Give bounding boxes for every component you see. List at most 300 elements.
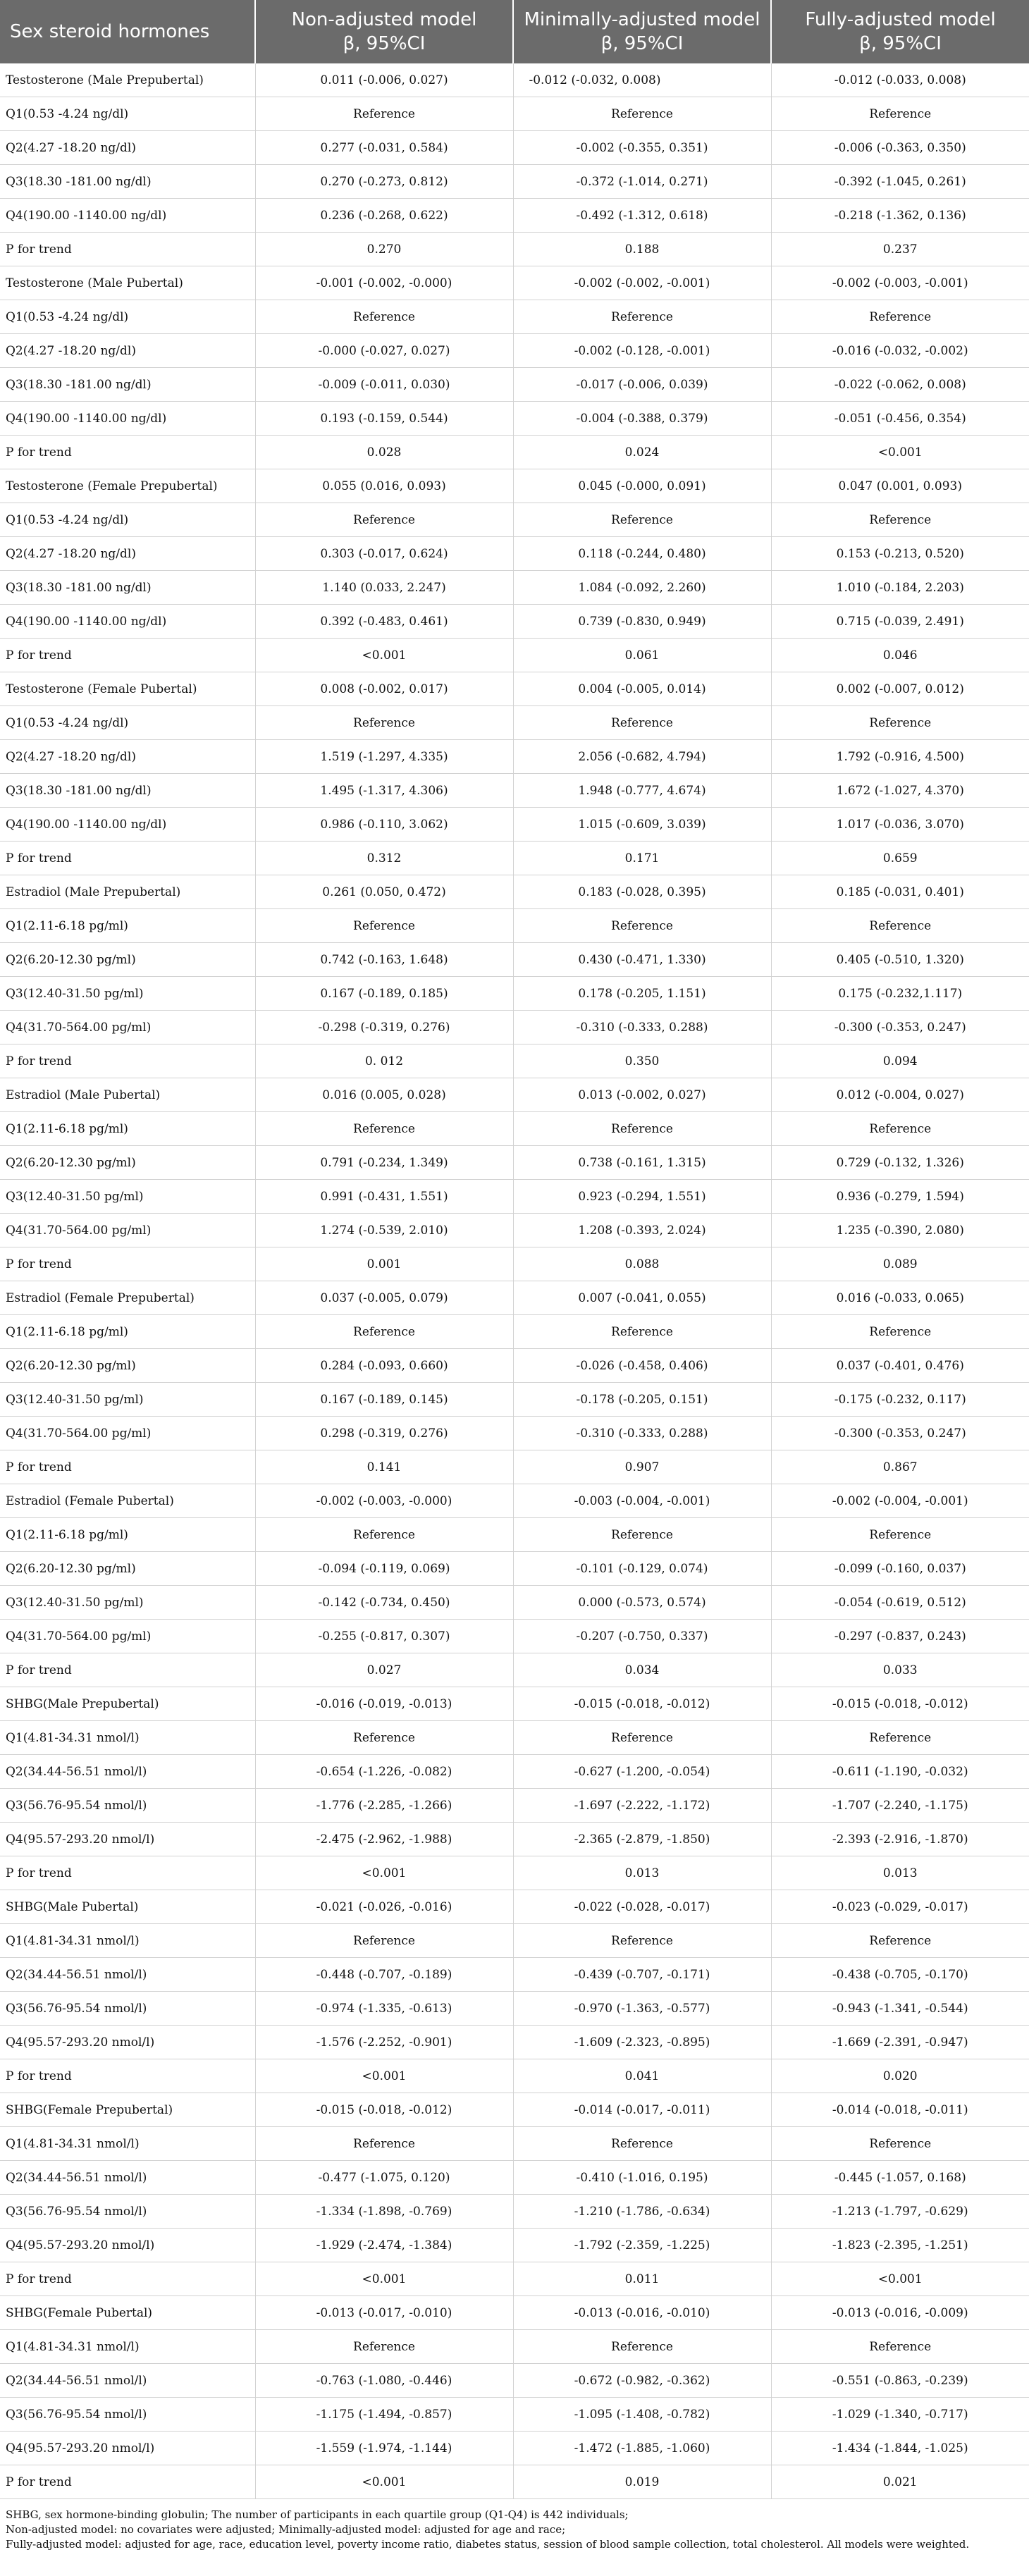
non-adjusted-value: -0.021 (-0.026, -0.016) — [255, 1890, 513, 1924]
non-adjusted-value: 0.270 (-0.273, 0.812) — [255, 165, 513, 199]
non-adjusted-value: 1.274 (-0.539, 2.010) — [255, 1214, 513, 1247]
non-adjusted-value: -1.559 (-1.974, -1.144) — [255, 2432, 513, 2465]
non-adjusted-value: 0.312 — [255, 842, 513, 875]
fully-adjusted-value: Reference — [771, 1518, 1029, 1552]
row-label: Q3(56.76-95.54 nmol/l) — [0, 2195, 255, 2229]
minimally-adjusted-value: Reference — [513, 1924, 771, 1958]
non-adjusted-value: Reference — [255, 909, 513, 943]
row-label: Q3(18.30 -181.00 ng/dl) — [0, 571, 255, 605]
row-label: Q3(56.76-95.54 nmol/l) — [0, 1992, 255, 2026]
table-row — [0, 2296, 1029, 2330]
fully-adjusted-value: -2.393 (-2.916, -1.870) — [771, 1823, 1029, 1856]
non-adjusted-value: Reference — [255, 300, 513, 334]
row-label: Q1(4.81-34.31 nmol/l) — [0, 2127, 255, 2161]
minimally-adjusted-value: -0.003 (-0.004, -0.001) — [513, 1484, 771, 1518]
non-adjusted-value: -1.334 (-1.898, -0.769) — [255, 2195, 513, 2229]
table-row — [0, 672, 1029, 706]
non-adjusted-value: 0.008 (-0.002, 0.017) — [255, 672, 513, 706]
non-adjusted-value: -0.974 (-1.335, -0.613) — [255, 1992, 513, 2026]
table-row — [0, 1552, 1029, 1586]
row-label: Q2(34.44-56.51 nmol/l) — [0, 2364, 255, 2398]
fully-adjusted-value: 0.013 — [771, 1856, 1029, 1890]
non-adjusted-value: 0.167 (-0.189, 0.145) — [255, 1383, 513, 1417]
table-row — [0, 909, 1029, 943]
row-label: Q2(34.44-56.51 nmol/l) — [0, 2161, 255, 2195]
table-header-row — [0, 0, 1029, 63]
minimally-adjusted-value: -1.609 (-2.323, -0.895) — [513, 2026, 771, 2059]
row-label: SHBG(Male Pubertal) — [0, 1890, 255, 1924]
fully-adjusted-value: -0.002 (-0.003, -0.001) — [771, 266, 1029, 300]
minimally-adjusted-value: Reference — [513, 1721, 771, 1755]
fully-adjusted-value: 0.729 (-0.132, 1.326) — [771, 1146, 1029, 1180]
minimally-adjusted-value: 0.041 — [513, 2059, 771, 2093]
row-label: P for trend — [0, 233, 255, 266]
row-label: Q2(6.20-12.30 pg/ml) — [0, 1146, 255, 1180]
row-label: Q3(12.40-31.50 pg/ml) — [0, 977, 255, 1011]
minimally-adjusted-value: 1.015 (-0.609, 3.039) — [513, 808, 771, 842]
row-label: Q1(2.11-6.18 pg/ml) — [0, 909, 255, 943]
row-label: Q3(18.30 -181.00 ng/dl) — [0, 165, 255, 199]
fully-adjusted-value: 1.017 (-0.036, 3.070) — [771, 808, 1029, 842]
fully-adjusted-value: 0.002 (-0.007, 0.012) — [771, 672, 1029, 706]
non-adjusted-value: 0.027 — [255, 1653, 513, 1687]
table-row — [0, 842, 1029, 875]
table-row — [0, 2229, 1029, 2262]
minimally-adjusted-value: 0.011 — [513, 2262, 771, 2296]
non-adjusted-value: 0.236 (-0.268, 0.622) — [255, 199, 513, 233]
row-label: SHBG(Female Pubertal) — [0, 2296, 255, 2330]
minimally-adjusted-value: Reference — [513, 1112, 771, 1146]
non-adjusted-value: 0.284 (-0.093, 0.660) — [255, 1349, 513, 1383]
fully-adjusted-value: -0.438 (-0.705, -0.170) — [771, 1958, 1029, 1992]
row-label: P for trend — [0, 842, 255, 875]
row-label: Q4(190.00 -1140.00 ng/dl) — [0, 808, 255, 842]
table-row — [0, 1653, 1029, 1687]
table-row — [0, 1721, 1029, 1755]
row-label: Q4(31.70-564.00 pg/ml) — [0, 1214, 255, 1247]
row-label: Q3(12.40-31.50 pg/ml) — [0, 1586, 255, 1620]
minimally-adjusted-value: -0.178 (-0.205, 0.151) — [513, 1383, 771, 1417]
fully-adjusted-value: 0.021 — [771, 2465, 1029, 2499]
non-adjusted-value: Reference — [255, 1721, 513, 1755]
table-row — [0, 1214, 1029, 1247]
row-label: Testosterone (Male Pubertal) — [0, 266, 255, 300]
fully-adjusted-value: 0.047 (0.001, 0.093) — [771, 469, 1029, 503]
row-label: Q1(4.81-34.31 nmol/l) — [0, 1721, 255, 1755]
row-label: P for trend — [0, 1856, 255, 1890]
non-adjusted-value: 1.519 (-1.297, 4.335) — [255, 740, 513, 774]
minimally-adjusted-value: Reference — [513, 1315, 771, 1349]
col-header-hormones: Sex steroid hormones — [0, 0, 255, 63]
minimally-adjusted-value: 0.000 (-0.573, 0.574) — [513, 1586, 771, 1620]
fully-adjusted-value: -0.002 (-0.004, -0.001) — [771, 1484, 1029, 1518]
table-row — [0, 1992, 1029, 2026]
table-row — [0, 605, 1029, 639]
col-header-fully-adjusted: Fully-adjusted model β, 95%CI — [771, 0, 1029, 63]
row-label: Testosterone (Female Prepubertal) — [0, 469, 255, 503]
table-row — [0, 537, 1029, 571]
table-row — [0, 2262, 1029, 2296]
fully-adjusted-value: 0.089 — [771, 1247, 1029, 1281]
fully-adjusted-value: -0.015 (-0.018, -0.012) — [771, 1687, 1029, 1721]
row-label: Q2(4.27 -18.20 ng/dl) — [0, 334, 255, 368]
row-label: Testosterone (Male Prepubertal) — [0, 63, 255, 97]
table-body — [0, 63, 1029, 2499]
fully-adjusted-value: -1.029 (-1.340, -0.717) — [771, 2398, 1029, 2432]
table-row — [0, 2398, 1029, 2432]
non-adjusted-value: Reference — [255, 503, 513, 537]
table-row — [0, 131, 1029, 165]
table-row — [0, 639, 1029, 672]
table-row — [0, 706, 1029, 740]
row-label: Testosterone (Female Pubertal) — [0, 672, 255, 706]
table-row — [0, 1417, 1029, 1450]
fully-adjusted-value: -0.943 (-1.341, -0.544) — [771, 1992, 1029, 2026]
non-adjusted-value: -0.000 (-0.027, 0.027) — [255, 334, 513, 368]
non-adjusted-value: -0.009 (-0.011, 0.030) — [255, 368, 513, 402]
minimally-adjusted-value: 0.004 (-0.005, 0.014) — [513, 672, 771, 706]
minimally-adjusted-value: 0.061 — [513, 639, 771, 672]
non-adjusted-value: 0.791 (-0.234, 1.349) — [255, 1146, 513, 1180]
table-row — [0, 1180, 1029, 1214]
minimally-adjusted-value: 0.013 — [513, 1856, 771, 1890]
row-label: Estradiol (Female Pubertal) — [0, 1484, 255, 1518]
non-adjusted-value: 0.193 (-0.159, 0.544) — [255, 402, 513, 436]
non-adjusted-value: -0.298 (-0.319, 0.276) — [255, 1011, 513, 1044]
row-label: Q1(4.81-34.31 nmol/l) — [0, 1924, 255, 1958]
minimally-adjusted-value: 1.948 (-0.777, 4.674) — [513, 774, 771, 808]
non-adjusted-value: -0.015 (-0.018, -0.012) — [255, 2093, 513, 2127]
fully-adjusted-value: -0.023 (-0.029, -0.017) — [771, 1890, 1029, 1924]
minimally-adjusted-value: 0.350 — [513, 1044, 771, 1078]
non-adjusted-value: -0.477 (-1.075, 0.120) — [255, 2161, 513, 2195]
row-label: Q4(31.70-564.00 pg/ml) — [0, 1417, 255, 1450]
table-row — [0, 2195, 1029, 2229]
fully-adjusted-value: -0.006 (-0.363, 0.350) — [771, 131, 1029, 165]
fully-adjusted-value: -0.022 (-0.062, 0.008) — [771, 368, 1029, 402]
non-adjusted-value: <0.001 — [255, 2465, 513, 2499]
row-label: P for trend — [0, 2262, 255, 2296]
row-label: Q4(95.57-293.20 nmol/l) — [0, 2432, 255, 2465]
row-label: Q4(95.57-293.20 nmol/l) — [0, 2026, 255, 2059]
fully-adjusted-value: 1.792 (-0.916, 4.500) — [771, 740, 1029, 774]
fully-adjusted-value: 0.659 — [771, 842, 1029, 875]
non-adjusted-value: -0.002 (-0.003, -0.000) — [255, 1484, 513, 1518]
table-row — [0, 1890, 1029, 1924]
minimally-adjusted-value: -0.015 (-0.018, -0.012) — [513, 1687, 771, 1721]
minimally-adjusted-value: 0.738 (-0.161, 1.315) — [513, 1146, 771, 1180]
col-header-non-adjusted: Non-adjusted model β, 95%CI — [255, 0, 513, 63]
table-row — [0, 97, 1029, 131]
fully-adjusted-value: 0.033 — [771, 1653, 1029, 1687]
non-adjusted-value: -1.776 (-2.285, -1.266) — [255, 1789, 513, 1823]
fully-adjusted-value: Reference — [771, 1721, 1029, 1755]
footnote-line: Fully-adjusted model: adjusted for age, race, education level, poverty income ratio, diabetes status, session of blood sample collection, total cholesterol. All models were weighted. — [6, 2538, 970, 2551]
minimally-adjusted-value: -1.792 (-2.359, -1.225) — [513, 2229, 771, 2262]
non-adjusted-value: 0.011 (-0.006, 0.027) — [255, 63, 513, 97]
row-label: Estradiol (Male Prepubertal) — [0, 875, 255, 909]
fully-adjusted-value: Reference — [771, 1112, 1029, 1146]
fully-adjusted-value: -0.051 (-0.456, 0.354) — [771, 402, 1029, 436]
row-label: Q2(34.44-56.51 nmol/l) — [0, 1755, 255, 1789]
table-row — [0, 2093, 1029, 2127]
fully-adjusted-value: 0.094 — [771, 1044, 1029, 1078]
minimally-adjusted-value: -0.026 (-0.458, 0.406) — [513, 1349, 771, 1383]
non-adjusted-value: -0.016 (-0.019, -0.013) — [255, 1687, 513, 1721]
non-adjusted-value: -2.475 (-2.962, -1.988) — [255, 1823, 513, 1856]
row-label: Q1(0.53 -4.24 ng/dl) — [0, 503, 255, 537]
fully-adjusted-value: 0.012 (-0.004, 0.027) — [771, 1078, 1029, 1112]
minimally-adjusted-value: 0.019 — [513, 2465, 771, 2499]
fully-adjusted-value: -0.300 (-0.353, 0.247) — [771, 1417, 1029, 1450]
fully-adjusted-value: 0.020 — [771, 2059, 1029, 2093]
table-row — [0, 2059, 1029, 2093]
non-adjusted-value: <0.001 — [255, 2262, 513, 2296]
minimally-adjusted-value: 0.007 (-0.041, 0.055) — [513, 1281, 771, 1315]
non-adjusted-value: 1.495 (-1.317, 4.306) — [255, 774, 513, 808]
fully-adjusted-value: -1.707 (-2.240, -1.175) — [771, 1789, 1029, 1823]
row-label: Q2(6.20-12.30 pg/ml) — [0, 1552, 255, 1586]
minimally-adjusted-value: 0.907 — [513, 1450, 771, 1484]
minimally-adjusted-value: -0.207 (-0.750, 0.337) — [513, 1620, 771, 1653]
fully-adjusted-value: 0.046 — [771, 639, 1029, 672]
row-label: Q2(4.27 -18.20 ng/dl) — [0, 131, 255, 165]
fully-adjusted-value: -0.016 (-0.032, -0.002) — [771, 334, 1029, 368]
non-adjusted-value: 0.392 (-0.483, 0.461) — [255, 605, 513, 639]
fully-adjusted-value: 0.037 (-0.401, 0.476) — [771, 1349, 1029, 1383]
table-row — [0, 334, 1029, 368]
minimally-adjusted-value: 0.171 — [513, 842, 771, 875]
row-label: Q1(4.81-34.31 nmol/l) — [0, 2330, 255, 2364]
fully-adjusted-value: -0.611 (-1.190, -0.032) — [771, 1755, 1029, 1789]
non-adjusted-value: Reference — [255, 1518, 513, 1552]
minimally-adjusted-value: -0.013 (-0.016, -0.010) — [513, 2296, 771, 2330]
row-label: Q4(95.57-293.20 nmol/l) — [0, 2229, 255, 2262]
non-adjusted-value: Reference — [255, 2127, 513, 2161]
fully-adjusted-value: 0.405 (-0.510, 1.320) — [771, 943, 1029, 977]
minimally-adjusted-value: -0.627 (-1.200, -0.054) — [513, 1755, 771, 1789]
minimally-adjusted-value: -0.002 (-0.355, 0.351) — [513, 131, 771, 165]
minimally-adjusted-value: Reference — [513, 1518, 771, 1552]
non-adjusted-value: Reference — [255, 1924, 513, 1958]
minimally-adjusted-value: Reference — [513, 97, 771, 131]
table-row — [0, 2465, 1029, 2499]
row-label: Q4(31.70-564.00 pg/ml) — [0, 1011, 255, 1044]
table-row — [0, 2026, 1029, 2059]
minimally-adjusted-value: -0.372 (-1.014, 0.271) — [513, 165, 771, 199]
non-adjusted-value: 1.140 (0.033, 2.247) — [255, 571, 513, 605]
non-adjusted-value: 0.742 (-0.163, 1.648) — [255, 943, 513, 977]
minimally-adjusted-value: -1.095 (-1.408, -0.782) — [513, 2398, 771, 2432]
table-row — [0, 943, 1029, 977]
minimally-adjusted-value: -0.310 (-0.333, 0.288) — [513, 1011, 771, 1044]
table-row — [0, 740, 1029, 774]
fully-adjusted-value: 0.185 (-0.031, 0.401) — [771, 875, 1029, 909]
table-row — [0, 1383, 1029, 1417]
fully-adjusted-value: -0.014 (-0.018, -0.011) — [771, 2093, 1029, 2127]
row-label: Q4(190.00 -1140.00 ng/dl) — [0, 605, 255, 639]
row-label: P for trend — [0, 436, 255, 469]
fully-adjusted-value: Reference — [771, 1924, 1029, 1958]
row-label: Q2(6.20-12.30 pg/ml) — [0, 943, 255, 977]
fully-adjusted-value: -0.013 (-0.016, -0.009) — [771, 2296, 1029, 2330]
fully-adjusted-value: -0.054 (-0.619, 0.512) — [771, 1586, 1029, 1620]
minimally-adjusted-value: Reference — [513, 503, 771, 537]
minimally-adjusted-value: 0.013 (-0.002, 0.027) — [513, 1078, 771, 1112]
minimally-adjusted-value: 0.739 (-0.830, 0.949) — [513, 605, 771, 639]
fully-adjusted-value: -0.175 (-0.232, 0.117) — [771, 1383, 1029, 1417]
table-row — [0, 1315, 1029, 1349]
table-row — [0, 469, 1029, 503]
non-adjusted-value: 0.037 (-0.005, 0.079) — [255, 1281, 513, 1315]
minimally-adjusted-value: 0.430 (-0.471, 1.330) — [513, 943, 771, 977]
row-label: Estradiol (Female Prepubertal) — [0, 1281, 255, 1315]
table-row — [0, 1755, 1029, 1789]
minimally-adjusted-value: -0.101 (-0.129, 0.074) — [513, 1552, 771, 1586]
table-row — [0, 1958, 1029, 1992]
row-label: Q3(56.76-95.54 nmol/l) — [0, 1789, 255, 1823]
fully-adjusted-value: 1.010 (-0.184, 2.203) — [771, 571, 1029, 605]
table-row — [0, 1823, 1029, 1856]
minimally-adjusted-value: 0.188 — [513, 233, 771, 266]
non-adjusted-value: 0.001 — [255, 1247, 513, 1281]
non-adjusted-value: 0.055 (0.016, 0.093) — [255, 469, 513, 503]
fully-adjusted-value: 0.867 — [771, 1450, 1029, 1484]
minimally-adjusted-value: Reference — [513, 2330, 771, 2364]
minimally-adjusted-value: 0.923 (-0.294, 1.551) — [513, 1180, 771, 1214]
fully-adjusted-value: -0.392 (-1.045, 0.261) — [771, 165, 1029, 199]
non-adjusted-value: <0.001 — [255, 1856, 513, 1890]
fully-adjusted-value: -1.434 (-1.844, -1.025) — [771, 2432, 1029, 2465]
minimally-adjusted-value: 0.178 (-0.205, 1.151) — [513, 977, 771, 1011]
footnote-line: Non-adjusted model: no covariates were adjusted; Minimally-adjusted model: adjusted for age and race; — [6, 2523, 566, 2536]
row-label: Q1(0.53 -4.24 ng/dl) — [0, 706, 255, 740]
minimally-adjusted-value: -0.002 (-0.128, -0.001) — [513, 334, 771, 368]
row-label: Q1(0.53 -4.24 ng/dl) — [0, 300, 255, 334]
minimally-adjusted-value: -0.970 (-1.363, -0.577) — [513, 1992, 771, 2026]
non-adjusted-value: 0.141 — [255, 1450, 513, 1484]
row-label: SHBG(Male Prepubertal) — [0, 1687, 255, 1721]
fully-adjusted-value: Reference — [771, 503, 1029, 537]
minimally-adjusted-value: -1.210 (-1.786, -0.634) — [513, 2195, 771, 2229]
minimally-adjusted-value: -0.017 (-0.006, 0.039) — [513, 368, 771, 402]
row-label: SHBG(Female Prepubertal) — [0, 2093, 255, 2127]
minimally-adjusted-value: -0.014 (-0.017, -0.011) — [513, 2093, 771, 2127]
table-row — [0, 2127, 1029, 2161]
table-row — [0, 875, 1029, 909]
table-row — [0, 774, 1029, 808]
table-row — [0, 1112, 1029, 1146]
table-row — [0, 571, 1029, 605]
minimally-adjusted-value: -0.022 (-0.028, -0.017) — [513, 1890, 771, 1924]
table-row — [0, 2330, 1029, 2364]
non-adjusted-value: -0.001 (-0.002, -0.000) — [255, 266, 513, 300]
minimally-adjusted-value: -0.410 (-1.016, 0.195) — [513, 2161, 771, 2195]
non-adjusted-value: 0.277 (-0.031, 0.584) — [255, 131, 513, 165]
table-row — [0, 266, 1029, 300]
table-row — [0, 1484, 1029, 1518]
fully-adjusted-value: -0.218 (-1.362, 0.136) — [771, 199, 1029, 233]
table-row — [0, 1349, 1029, 1383]
row-label: Q3(18.30 -181.00 ng/dl) — [0, 774, 255, 808]
minimally-adjusted-value: 1.084 (-0.092, 2.260) — [513, 571, 771, 605]
table-footnotes — [0, 2499, 1029, 2552]
row-label: Q1(2.11-6.18 pg/ml) — [0, 1518, 255, 1552]
table-row — [0, 436, 1029, 469]
table-row — [0, 233, 1029, 266]
row-label: Q2(34.44-56.51 nmol/l) — [0, 1958, 255, 1992]
non-adjusted-value: Reference — [255, 97, 513, 131]
fully-adjusted-value: -0.099 (-0.160, 0.037) — [771, 1552, 1029, 1586]
minimally-adjusted-value: -1.472 (-1.885, -1.060) — [513, 2432, 771, 2465]
non-adjusted-value: 0.298 (-0.319, 0.276) — [255, 1417, 513, 1450]
fully-adjusted-value: -0.551 (-0.863, -0.239) — [771, 2364, 1029, 2398]
minimally-adjusted-value: Reference — [513, 300, 771, 334]
fully-adjusted-value: -1.213 (-1.797, -0.629) — [771, 2195, 1029, 2229]
fully-adjusted-value: -0.297 (-0.837, 0.243) — [771, 1620, 1029, 1653]
fully-adjusted-value: 1.235 (-0.390, 2.080) — [771, 1214, 1029, 1247]
col-header-minimally-adjusted: Minimally-adjusted model β, 95%CI — [513, 0, 771, 63]
table-row — [0, 1687, 1029, 1721]
fully-adjusted-value: Reference — [771, 909, 1029, 943]
fully-adjusted-value: <0.001 — [771, 2262, 1029, 2296]
row-label: Q2(4.27 -18.20 ng/dl) — [0, 740, 255, 774]
non-adjusted-value: 0.986 (-0.110, 3.062) — [255, 808, 513, 842]
non-adjusted-value: 0.028 — [255, 436, 513, 469]
non-adjusted-value: -0.142 (-0.734, 0.450) — [255, 1586, 513, 1620]
minimally-adjusted-value: Reference — [513, 2127, 771, 2161]
row-label: P for trend — [0, 1450, 255, 1484]
fully-adjusted-value: Reference — [771, 300, 1029, 334]
table-row — [0, 808, 1029, 842]
non-adjusted-value: Reference — [255, 1112, 513, 1146]
fully-adjusted-value: Reference — [771, 1315, 1029, 1349]
minimally-adjusted-value: 2.056 (-0.682, 4.794) — [513, 740, 771, 774]
table-row — [0, 1789, 1029, 1823]
table-row — [0, 2161, 1029, 2195]
fully-adjusted-value: 0.715 (-0.039, 2.491) — [771, 605, 1029, 639]
minimally-adjusted-value: 0.118 (-0.244, 0.480) — [513, 537, 771, 571]
fully-adjusted-value: <0.001 — [771, 436, 1029, 469]
table-row — [0, 368, 1029, 402]
non-adjusted-value: 0.303 (-0.017, 0.624) — [255, 537, 513, 571]
minimally-adjusted-value: -0.002 (-0.002, -0.001) — [513, 266, 771, 300]
row-label: Q2(6.20-12.30 pg/ml) — [0, 1349, 255, 1383]
row-label: Q1(0.53 -4.24 ng/dl) — [0, 97, 255, 131]
table-row — [0, 165, 1029, 199]
non-adjusted-value: Reference — [255, 706, 513, 740]
footnote-line: SHBG, sex hormone-binding globulin; The number of participants in each quartile group (Q1-Q4) is 442 individuals; — [6, 2508, 629, 2521]
minimally-adjusted-value: 0.034 — [513, 1653, 771, 1687]
row-label: Q4(190.00 -1140.00 ng/dl) — [0, 402, 255, 436]
non-adjusted-value: 0. 012 — [255, 1044, 513, 1078]
table-row — [0, 1044, 1029, 1078]
non-adjusted-value: <0.001 — [255, 2059, 513, 2093]
minimally-adjusted-value: 1.208 (-0.393, 2.024) — [513, 1214, 771, 1247]
fully-adjusted-value: Reference — [771, 2127, 1029, 2161]
row-label: Q4(95.57-293.20 nmol/l) — [0, 1823, 255, 1856]
table-row — [0, 1078, 1029, 1112]
non-adjusted-value: -0.654 (-1.226, -0.082) — [255, 1755, 513, 1789]
fully-adjusted-value: 0.153 (-0.213, 0.520) — [771, 537, 1029, 571]
non-adjusted-value: -0.255 (-0.817, 0.307) — [255, 1620, 513, 1653]
fully-adjusted-value: 0.016 (-0.033, 0.065) — [771, 1281, 1029, 1315]
minimally-adjusted-value: Reference — [513, 909, 771, 943]
fully-adjusted-value: -0.445 (-1.057, 0.168) — [771, 2161, 1029, 2195]
table-row — [0, 2364, 1029, 2398]
fully-adjusted-value: 0.175 (-0.232,1.117) — [771, 977, 1029, 1011]
row-label: Q1(2.11-6.18 pg/ml) — [0, 1315, 255, 1349]
